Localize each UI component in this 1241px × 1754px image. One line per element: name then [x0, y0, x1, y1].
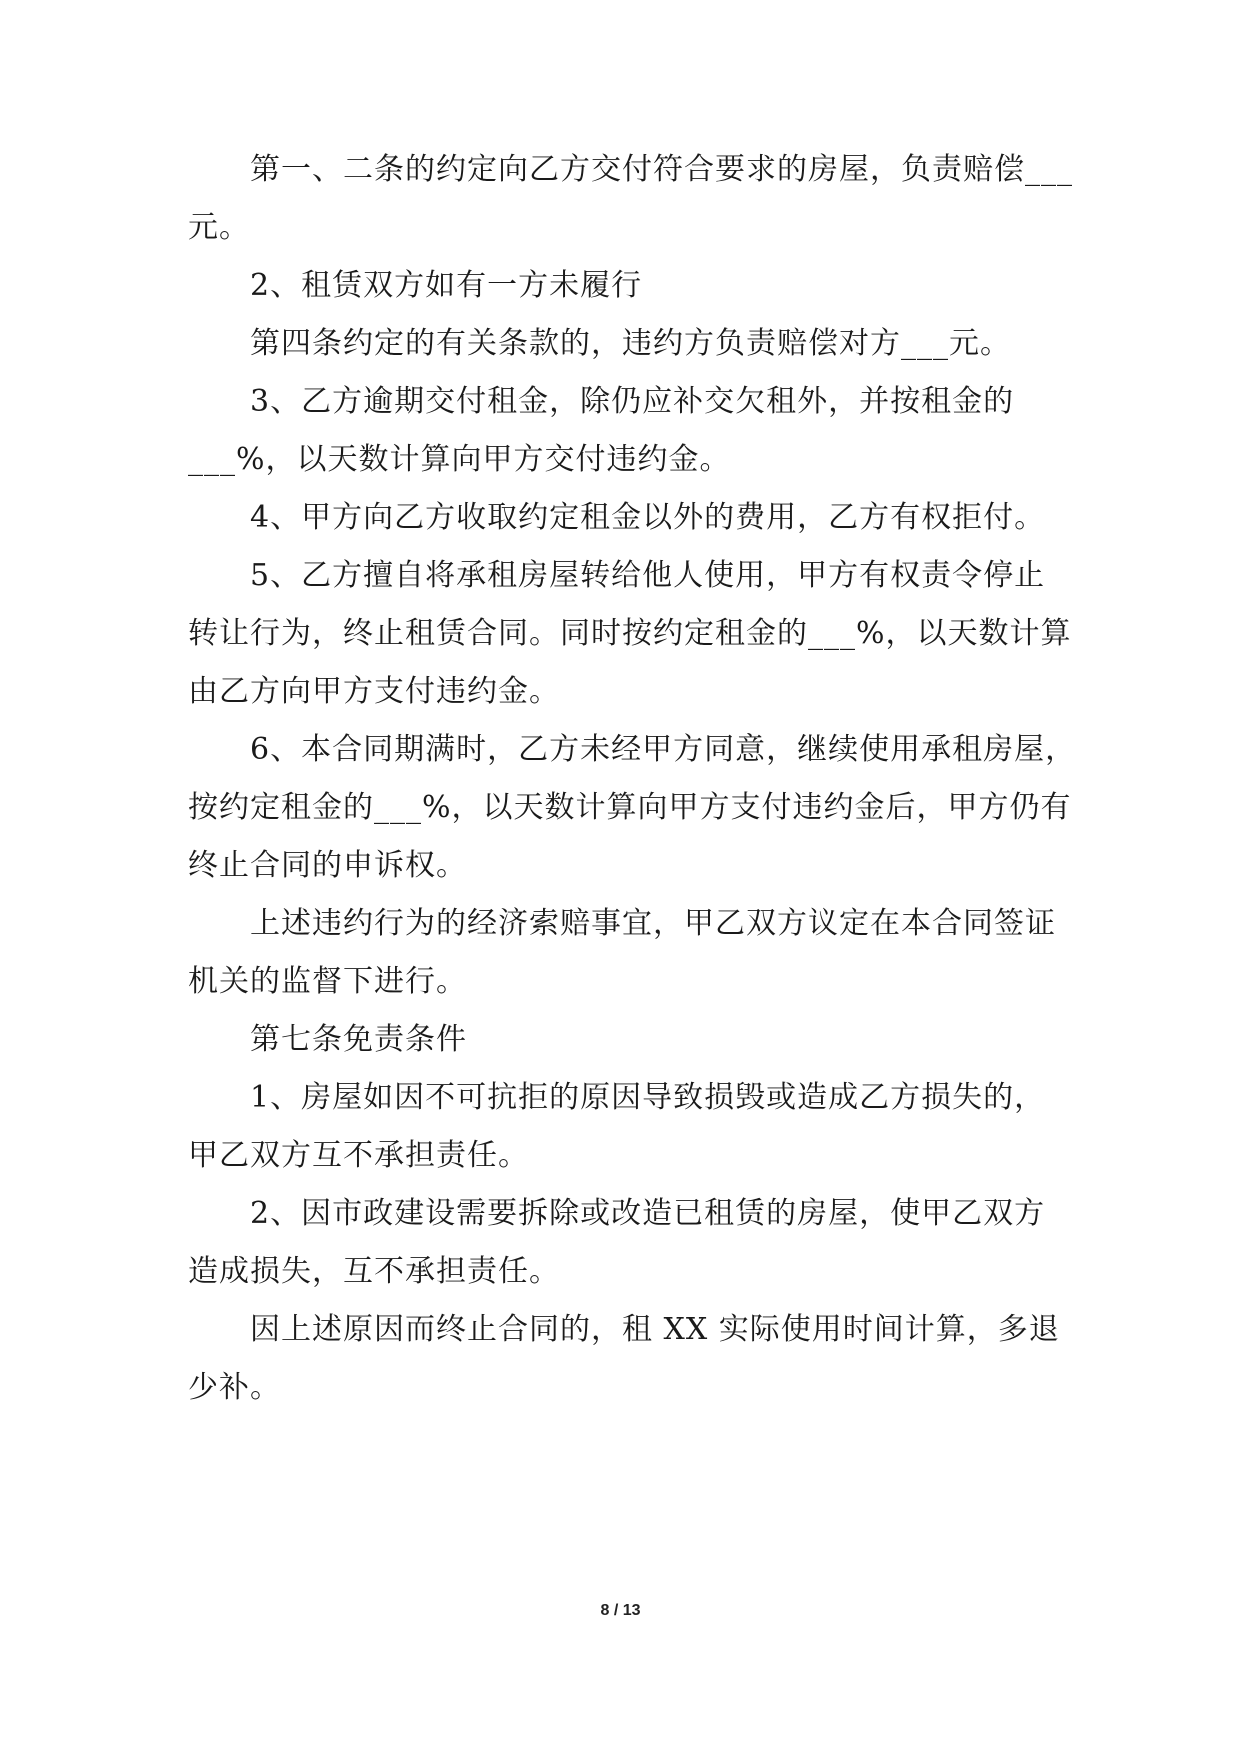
text-line: 由乙方向甲方支付违约金。 [188, 674, 560, 709]
text-line: 按约定租金的___%，以天数计算向甲方支付违约金后，甲方仍有 [188, 790, 1072, 825]
text-line: ___%，以天数计算向甲方交付违约金。 [188, 442, 731, 477]
text-line: 第一、二条的约定向乙方交付符合要求的房屋，负责赔偿___ [250, 152, 1073, 187]
text-line: 甲乙双方互不承担责任。 [188, 1138, 529, 1173]
text-line: 5、乙方擅自将承租房屋转给他人使用，甲方有权责令停止 [250, 558, 1046, 593]
text-line: 上述违约行为的经济索赔事宜，甲乙双方议定在本合同签证 [250, 906, 1056, 941]
text-line: 元。 [188, 210, 250, 245]
text-line: 4、甲方向乙方收取约定租金以外的费用，乙方有权拒付。 [250, 500, 1046, 535]
text-line: 2、租赁双方如有一方未履行 [250, 268, 643, 303]
text-line: 2、因市政建设需要拆除或改造已租赁的房屋，使甲乙双方 [250, 1196, 1046, 1231]
text-line: 1、房屋如因不可抗拒的原因导致损毁或造成乙方损失的， [250, 1080, 1046, 1115]
text-line: 终止合同的申诉权。 [188, 848, 467, 883]
text-line: 转让行为，终止租赁合同。同时按约定租金的___%，以天数计算 [188, 616, 1072, 651]
text-line: 第四条约定的有关条款的，违约方负责赔偿对方___元。 [250, 326, 1011, 361]
page-number: 8 / 13 [600, 1602, 641, 1619]
text-line: 造成损失，互不承担责任。 [188, 1254, 560, 1289]
text-line: 因上述原因而终止合同的，租 XX 实际使用时间计算，多退 [250, 1312, 1060, 1347]
section-heading: 第七条免责条件 [250, 1022, 467, 1057]
text-line: 机关的监督下进行。 [188, 964, 467, 999]
text-line: 6、本合同期满时，乙方未经甲方同意，继续使用承租房屋， [250, 732, 1077, 767]
text-line: 少补。 [188, 1370, 281, 1405]
text-line: 3、乙方逾期交付租金，除仍应补交欠租外，并按租金的 [250, 384, 1015, 419]
